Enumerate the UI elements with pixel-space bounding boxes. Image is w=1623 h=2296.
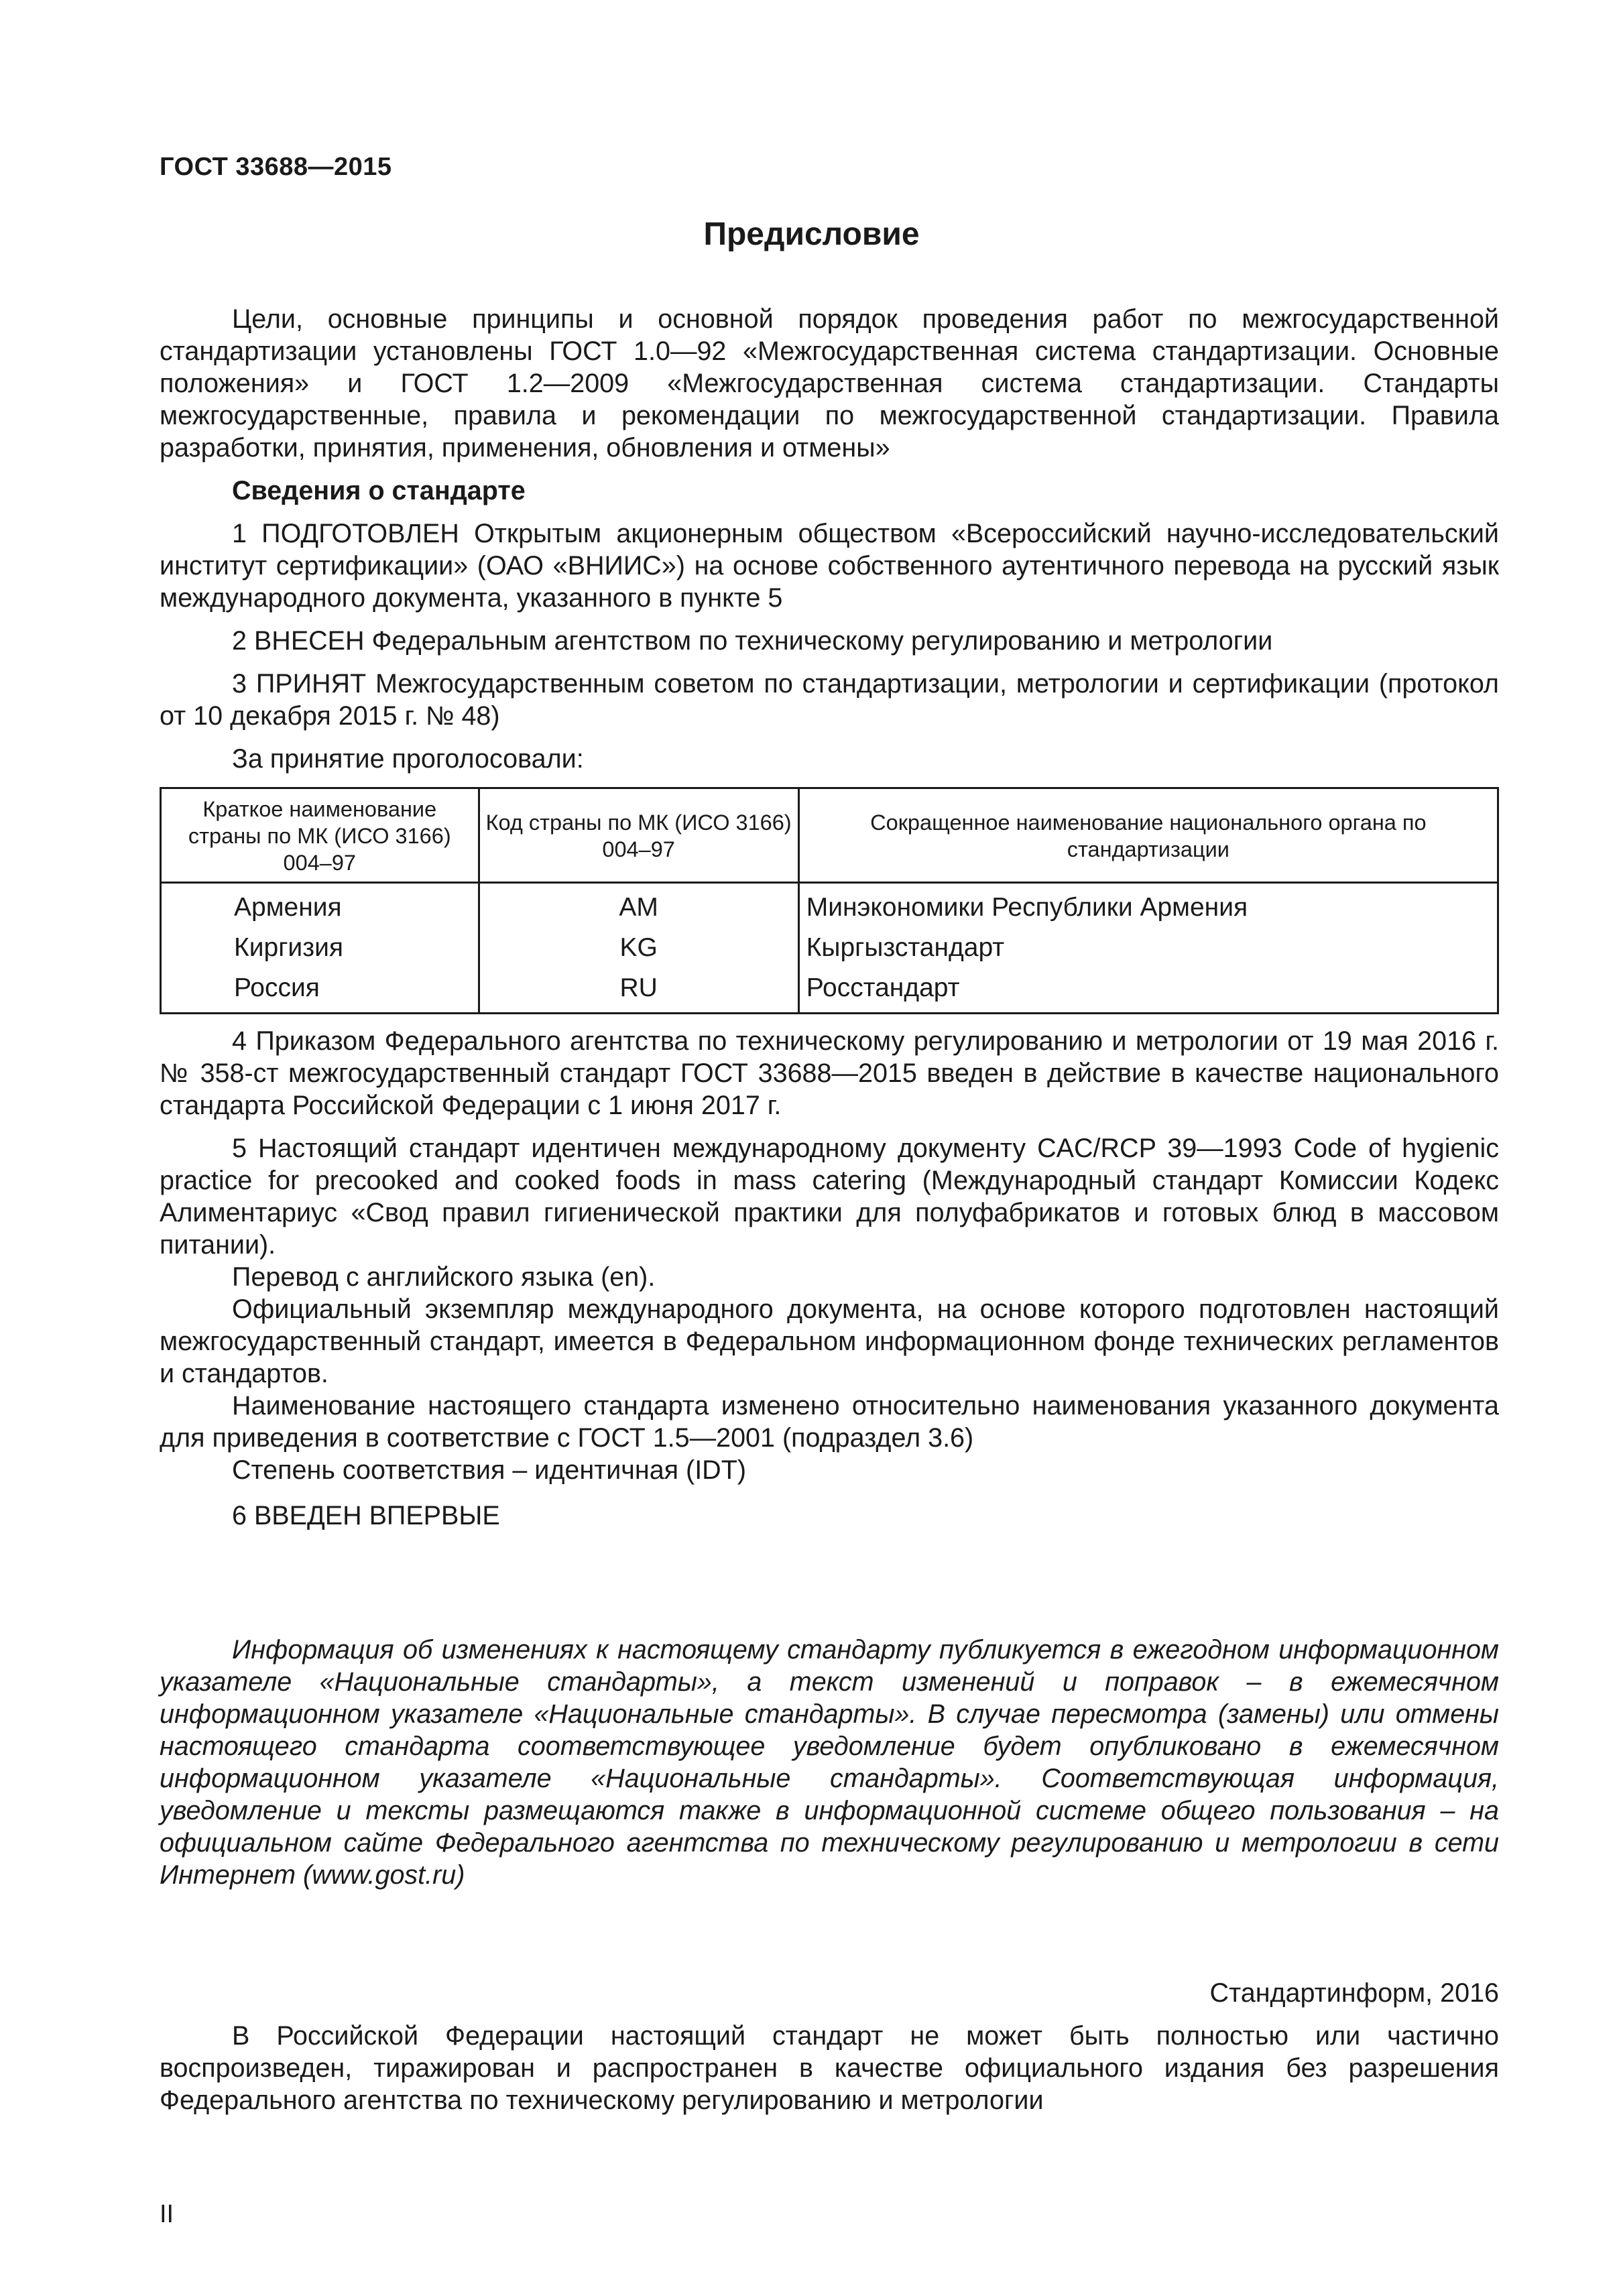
- table-row: [161, 883, 1498, 928]
- header-body: Сокращенное наименование национального органа по стандартизации: [798, 788, 1498, 883]
- item-5-degree: Степень соответствия – идентичная (IDT): [232, 1455, 746, 1485]
- item-6: 6 ВВЕДЕН ВПЕРВЫЕ: [232, 1501, 500, 1530]
- table-row: [161, 968, 1498, 1014]
- table-row: [161, 928, 1498, 968]
- item-4: 4 Приказом Федерального агентства по техническому регулированию и метрологии от 19 мая 2016 г. № 358-ст межгосударственный стандарт ГОСТ 33688—2015 введен в действие в качестве национального стандарта Российской Федерации с 1 июня 2017 г.: [160, 1026, 1499, 1120]
- cell-body: Минэкономики Республики Армения: [798, 883, 1498, 928]
- cell-country: Армения: [161, 883, 479, 928]
- item-2: 2 ВНЕСЕН Федеральным агентством по техническому регулированию и метрологии: [232, 626, 1273, 656]
- voting-table: [160, 787, 1499, 1014]
- document-id: ГОСТ 33688—2015: [160, 153, 392, 181]
- item-5: 5 Настоящий стандарт идентичен международному документу CAC/RCP 39—1993 Code of hygienic practice for precooked and cooked foods in mass catering (Международный стандарт Комиссии Кодекс Алиментариус «Свод правил гигиенической практики для полуфабрикатов и готовых блюд в массовом питании).: [160, 1134, 1499, 1260]
- item-1: 1 ПОДГОТОВЛЕН Открытым акционерным обществом «Всероссийский научно-исследовательский институт сертификации» (ОАО «ВНИИС») на основе собственного аутентичного перевода на русский язык международного документа, указанного в пункте 5: [160, 519, 1499, 613]
- page-number: II: [160, 2200, 174, 2228]
- page-title: Предисловие: [703, 217, 920, 252]
- vote-intro: За принятие проголосовали:: [232, 744, 584, 774]
- cell-code: KG: [479, 928, 798, 968]
- change-notice: Информация об изменениях к настоящему стандарту публикуется в ежегодном информационном указателе «Национальные стандарты», а текст изменений и поправок – в ежемесячном информационном указателе «Национальные стандарты». В случае пересмотра (замены) или отмены настоящего стандарта соответствующее уведомление будет опубликовано в ежемесячном информационном указателе «Национальные стандарты». Соответствующая информация, уведомление и тексты размещаются также в информационной системе общего пользования – на официальном сайте Федерального агентства по техническому регулированию и метрологии в сети Интернет (www.gost.ru): [160, 1635, 1499, 1890]
- cell-body: Кыргызстандарт: [798, 928, 1498, 968]
- cell-country: Россия: [161, 968, 479, 1014]
- copyright-notice: В Российской Федерации настоящий стандарт не может быть полностью или частично воспроизведен, тиражирован и распространен в качестве официального издания без разрешения Федерального агентства по техническому регулированию и метрологии: [160, 2021, 1499, 2115]
- item-5-translation: Перевод с английского языка (en).: [232, 1262, 656, 1292]
- header-code: Код страны по МК (ИСО 3166) 004–97: [479, 788, 798, 883]
- item-5-official-copy: Официальный экземпляр международного документа, на основе которого подготовлен настоящий межгосударственный стандарт, имеется в Федеральном информационном фонде технических регламентов и стандартов.: [160, 1294, 1499, 1388]
- item-5-name-change: Наименование настоящего стандарта изменено относительно наименования указанного документа для приведения в соответствие с ГОСТ 1.5—2001 (подраздел 3.6): [160, 1391, 1499, 1453]
- section-heading: Сведения о стандарте: [232, 476, 526, 505]
- page-content: [160, 303, 1499, 2116]
- cell-body: Росстандарт: [798, 968, 1498, 1014]
- cell-code: AM: [479, 883, 798, 928]
- intro-paragraph: Цели, основные принципы и основной порядок проведения работ по межгосударственной стандартизации установлены ГОСТ 1.0—92 «Межгосударственная система стандартизации. Основные положения» и ГОСТ 1.2—2009 «Межгосударственная система стандартизации. Стандарты межгосударственные, правила и рекомендации по межгосударственной стандартизации. Правила разработки, принятия, применения, обновления и отмены»: [160, 304, 1499, 463]
- item-3: 3 ПРИНЯТ Межгосударственным советом по стандартизации, метрологии и сертификации (протокол от 10 декабря 2015 г. № 48): [160, 669, 1499, 731]
- cell-country: Киргизия: [161, 928, 479, 968]
- publisher: Стандартинформ, 2016: [1209, 1978, 1499, 2008]
- header-country: Краткое наименование страны по МК (ИСО 3166) 004–97: [161, 788, 479, 883]
- cell-code: RU: [479, 968, 798, 1014]
- table-header-row: [161, 788, 1498, 883]
